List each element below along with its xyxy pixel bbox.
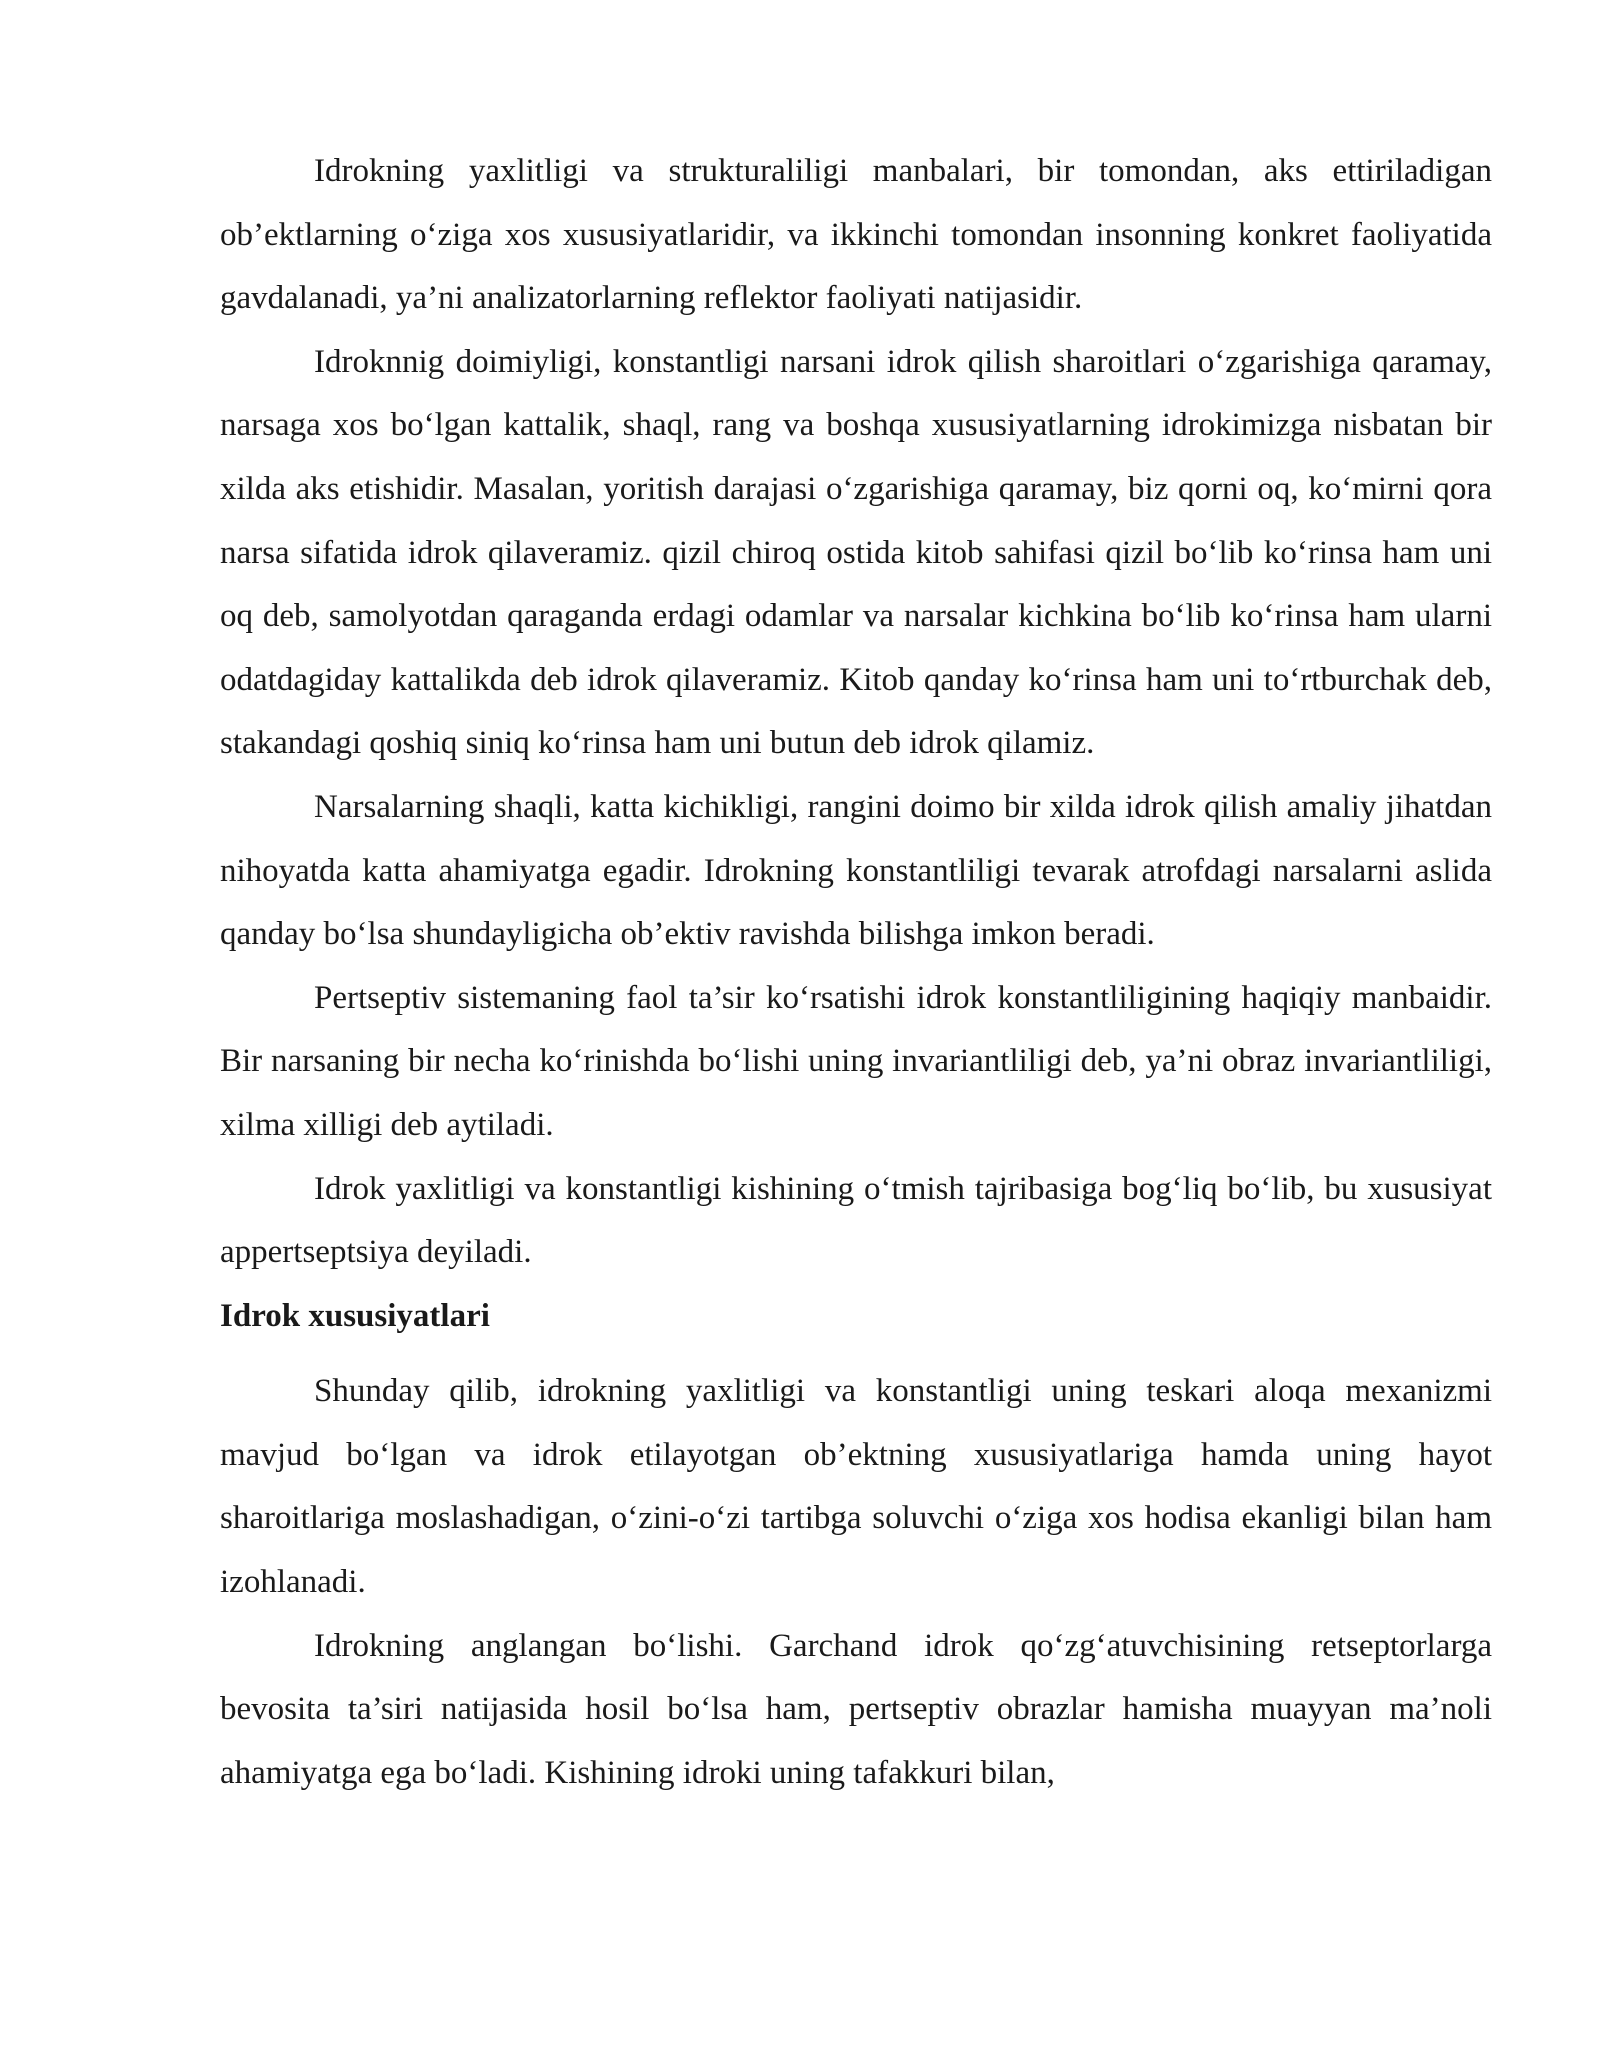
section-heading: Idrok xususiyatlari bbox=[220, 1297, 490, 1334]
paragraph: Idrok yaxlitligi va konstantligi kishining o‘tmish tajribasiga bog‘liq bo‘lib, bu xususiyat appertseptsiya deyiladi. bbox=[220, 1170, 1492, 1271]
paragraph: Idrokning yaxlitligi va strukturaliligi manbalari, bir tomondan, aks ettiriladigan ob’ektlarning o‘ziga xos xususiyatlaridir, va ikkinchi tomondan insonning konkret faoliyatida gavdalanadi, ya’ni analizatorlarning reflektor faoliyati natijasidir. bbox=[220, 153, 1492, 317]
paragraph: Pertseptiv sistemaning faol ta’sir ko‘rsatishi idrok konstantliligining haqiqiy manbaidir. Bir narsaning bir necha ko‘rinishda bo‘lishi uning invariantliligi deb, ya’ni obraz invariantliligi, xilma xilligi deb aytiladi. bbox=[220, 979, 1492, 1143]
paragraph: Idrokning anglangan bo‘lishi. Garchand idrok qo‘zg‘atuvchisining retseptorlarga bevosita ta’siri natijasida hosil bo‘lsa ham, pertseptiv obrazlar hamisha muayyan ma’noli ahamiyatga ega bo‘ladi. Kishining idroki uning tafakkuri bilan, bbox=[220, 1627, 1492, 1791]
paragraph: Narsalarning shaqli, katta kichikligi, rangini doimo bir xilda idrok qilish amaliy jihatdan nihoyatda katta ahamiyatga egadir. Idrokning konstantliligi tevarak atrofdagi narsalarni aslida qanday bo‘lsa shundayligicha ob’ektiv ravishda bilishga imkon beradi. bbox=[220, 788, 1492, 953]
paragraph: Idroknnig doimiyligi, konstantligi narsani idrok qilish sharoitlari o‘zgarishiga qaramay, narsaga xos bo‘lgan kattalik, shaql, rang va boshqa xususiyatlarning idrokimizga nisbatan bir xilda aks etishidir. Masalan, yoritish darajasi o‘zgarishiga qaramay, biz qorni oq, ko‘mirni qora narsa sifatida idrok qilaveramiz. qizil chiroq ostida kitob sahifasi qizil bo‘lib ko‘rinsa ham uni oq deb, samolyotdan qaraganda erdagi odamlar va narsalar kichkina bo‘lib ko‘rinsa ham ularni odatdagiday kattalikda deb idrok qilaveramiz. Kitob qanday ko‘rinsa ham uni to‘rtburchak deb, stakandagi qoshiq siniq ko‘rinsa ham uni butun deb idrok qilamiz. bbox=[220, 343, 1492, 762]
document-page bbox=[220, 140, 1492, 1805]
paragraph: Shunday qilib, idrokning yaxlitligi va konstantligi uning teskari aloqa mexanizmi mavjud bo‘lgan va idrok etilayotgan ob’ektning xususiyatlariga hamda uning hayot sharoitlariga moslashadigan, o‘zini-o‘zi tartibga soluvchi o‘ziga xos hodisa ekanligi bilan ham izohlanadi. bbox=[220, 1373, 1492, 1601]
